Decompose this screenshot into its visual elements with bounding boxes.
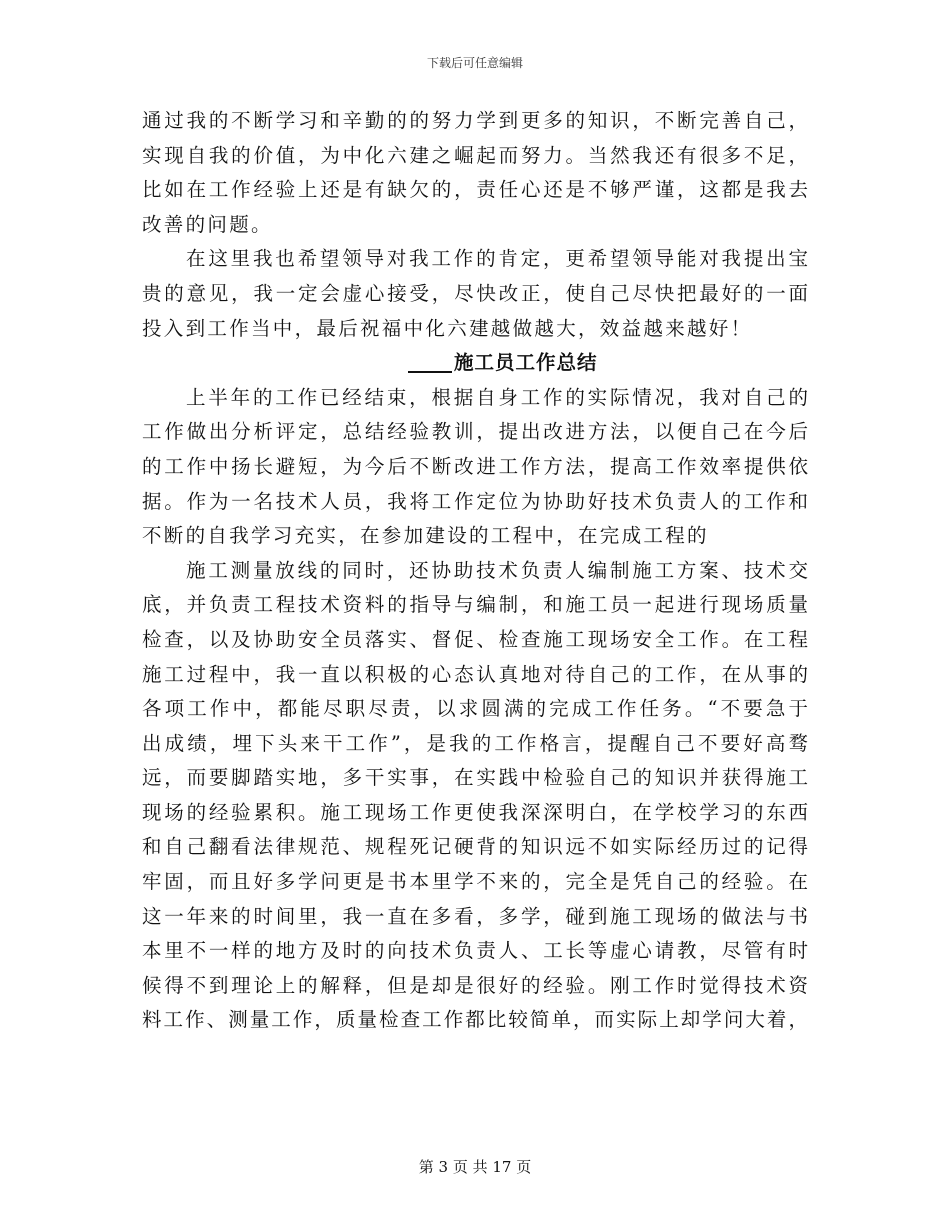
- body-line: 各项工作中，都能尽职尽责，以求圆满的完成工作任务。“不要急于: [142, 697, 808, 721]
- body-line: 贵的意见，我一定会虚心接受，尽快改正，使自己尽快把最好的一面: [142, 281, 808, 305]
- body-line: 改善的问题。: [142, 212, 273, 236]
- body-line: 候得不到理论上的解释，但是却是很好的经验。刚工作时觉得技术资: [142, 973, 808, 997]
- body-line: 出成绩，埋下头来干工作”，是我的工作格言，提醒自己不要好高骛: [142, 731, 808, 755]
- body-line: 通过我的不断学习和辛勤的的努力学到更多的知识，不断完善自己，: [142, 109, 808, 132]
- body-line: 检查，以及协助安全员落实、督促、检查施工现场安全工作。在工程: [142, 627, 808, 651]
- body-line: 投入到工作当中，最后祝福中化六建越做越大，效益越来越好！: [142, 316, 753, 340]
- body-line: 施工过程中，我一直以积极的心态认真地对待自己的工作，在从事的: [142, 662, 808, 686]
- paragraph-first-line: 上半年的工作已经结束，根据自身工作的实际情况，我对自己的: [186, 385, 808, 409]
- body-line: 据。作为一名技术人员，我将工作定位为协助好技术负责人的工作和: [142, 489, 808, 513]
- body-line: 和自己翻看法律规范、规程死记硬背的知识远不如实际经历过的记得: [142, 835, 808, 859]
- body-line: 这一年来的时间里，我一直在多看，多学，碰到施工现场的做法与书: [142, 904, 808, 928]
- page-header-note: 下载后可任意编辑: [426, 56, 523, 70]
- body-line: 比如在工作经验上还是有缺欠的，责任心还是不够严谨，这都是我去: [142, 178, 808, 202]
- page-number: 第 3 页 共 17 页: [418, 1158, 532, 1176]
- body-line: 底，并负责工程技术资料的指导与编制，和施工员一起进行现场质量: [142, 593, 808, 617]
- section-heading: [142, 346, 808, 381]
- body-line: 工作做出分析评定，总结经验教训，提出改进方法，以便自己在今后: [142, 420, 808, 444]
- document-body: [142, 104, 808, 1038]
- body-line: 本里不一样的地方及时的向技术负责人、工长等虚心请教，尽管有时: [142, 939, 808, 963]
- body-line: 牢固，而且好多学问更是书本里学不来的，完全是凭自己的经验。在: [142, 870, 808, 894]
- body-line: 实现自我的价值，为中化六建之崛起而努力。当然我还有很多不足，: [142, 143, 808, 167]
- paragraph-first-line: 施工测量放线的同时，还协助技术负责人编制施工方案、技术交: [186, 558, 808, 582]
- paragraph-first-line: 在这里我也希望领导对我工作的肯定，更希望领导能对我提出宝: [186, 247, 808, 271]
- body-line: 不断的自我学习充实，在参加建设的工程中，在完成工程的: [142, 524, 709, 548]
- body-line: 远，而要脚踏实地，多干实事，在实践中检验自己的知识并获得施工: [142, 766, 808, 790]
- title-blank-underline: [408, 349, 452, 373]
- body-line: 现场的经验累积。施工现场工作更使我深深明白，在学校学习的东西: [142, 800, 808, 824]
- body-line: 料工作、测量工作，质量检查工作都比较简单，而实际上却学问大着，: [142, 1008, 808, 1032]
- section-title: 施工员工作总结: [454, 351, 598, 375]
- body-line: 的工作中扬长避短，为今后不断改进工作方法，提高工作效率提供依: [142, 454, 808, 478]
